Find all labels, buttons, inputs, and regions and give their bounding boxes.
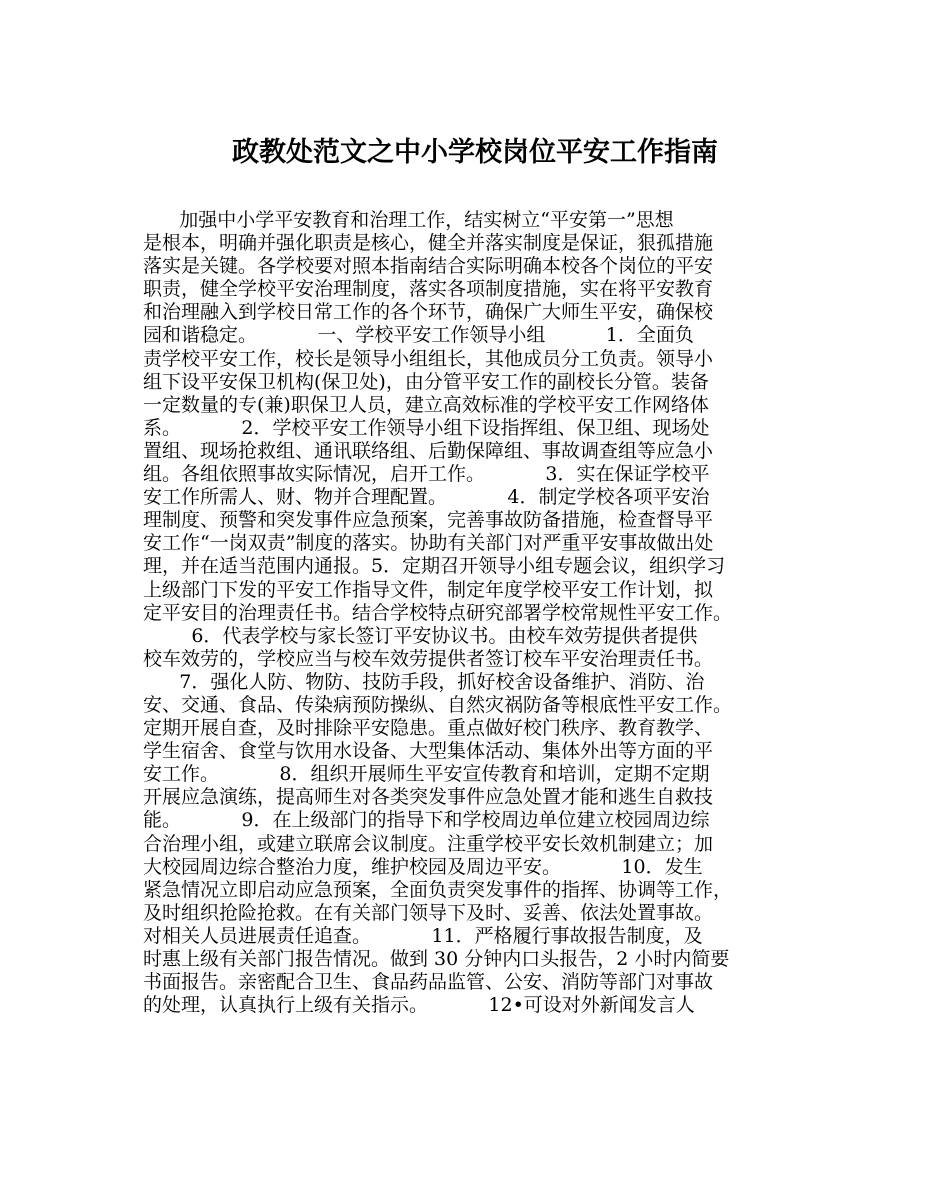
body-line: 开展应急演练，提高师生对各类突发事件应急处置才能和逃生自救技 [143, 786, 714, 809]
body-line: 6．代表学校与家长签订平安协议书。由校车效劳提供者提供 [143, 624, 698, 647]
body-line: 职责，健全学校平安治理制度，落实各项制度措施，实在将平安教育 [143, 278, 714, 301]
body-line: 的处理，认真执行上级有关指示。 12•可设对外新闻发言人 [143, 994, 695, 1017]
document-body [143, 209, 826, 1017]
body-line: 对相关人员进展责任追查。 11．严格履行事故报告制度，及 [143, 924, 703, 947]
body-line: 及时组织抢险抢救。在有关部门领导下及时、妥善、依法处置事故。 [143, 901, 714, 924]
body-line: 一定数量的专(兼)职保卫人员，建立高效标准的学校平安工作网络体 [143, 393, 709, 416]
body-line: 校车效劳的，学校应当与校车效劳提供者签订校车平安治理责任书。 [143, 647, 714, 670]
body-line: 是根本，明确并强化职责是核心，健全并落实制度是保证，狠孤措施 [143, 232, 714, 255]
body-line: 上级部门下发的平安工作指导文件，制定年度学校平安工作计划，拟 [143, 578, 714, 601]
body-line: 7．强化人防、物防、技防手段，抓好校舍设备维护、消防、治 [143, 670, 705, 693]
body-line: 落实是关键。各学校要对照本指南结合实际明确本校各个岗位的平安 [143, 255, 714, 278]
body-line: 大校园周边综合整治力度，维护校园及周边平安。 10．发生 [143, 855, 703, 878]
body-line: 定期开展自查，及时排除平安隐患。重点做好校门秩序、教育教学、 [143, 717, 714, 740]
body-line: 安工作所需人、财、物并合理配置。 4．制定学校各项平安治 [143, 486, 710, 509]
body-line: 组。各组依照事故实际情况，启开工作。 3．实在保证学校平 [143, 463, 710, 486]
body-line: 系。 2．学校平安工作领导小组下设指挥组、保卫组、现场处 [143, 416, 710, 439]
body-line: 时惠上级有关部门报告情况。做到 30 分钟内口头报告，2 小时内简要 [143, 948, 730, 970]
body-line: 能。 9．在上级部门的指导下和学校周边单位建立校园周边综 [143, 809, 710, 832]
body-line: 理，并在适当范围内通报。5．定期召开领导小组专题会议，组织学习 [143, 555, 726, 578]
body-line: 理制度、预警和突发事件应急预案，完善事故防备措施，检查督导平 [143, 509, 714, 532]
body-line: 紧急情况立即启动应急预案，全面负责突发事件的指挥、协调等工作， [143, 878, 733, 901]
body-line: 书面报告。亲密配合卫生、食品药品监管、公安、消防等部门对事故 [143, 971, 714, 994]
body-line: 安工作。 8．组织开展师生平安宣传教育和培训，定期不定期 [143, 763, 710, 786]
body-line: 责学校平安工作，校长是领导小组组长，其他成员分工负责。领导小 [143, 347, 714, 370]
body-line: 加强中小学平安教育和治理工作，结实树立“平安第一”思想 [143, 209, 674, 231]
body-line: 园和谐稳定。 一、学校平安工作领导小组 1．全面负 [143, 324, 694, 347]
body-line: 合治理小组，或建立联席会议制度。注重学校平安长效机制建立；加 [143, 832, 714, 855]
body-line: 安工作“一岗双责”制度的落实。协助有关部门对严重平安事故做出处 [143, 532, 714, 555]
body-line: 定平安目的治理责任书。结合学校特点研究部署学校常规性平安工作。 [143, 601, 733, 624]
body-line: 置组、现场抢救组、通讯联络组、后勤保障组、事故调查组等应急小 [143, 439, 714, 462]
body-line: 学生宿舍、食堂与饮用水设备、大型集体活动、集体外出等方面的平 [143, 740, 714, 763]
body-line: 安、交通、食品、传染病预防操纵、自然灾祸防备等根底性平安工作。 [143, 693, 733, 716]
body-line: 和治理融入到学校日常工作的各个环节，确保广大师生平安，确保校 [143, 301, 714, 324]
body-line: 组下设平安保卫机构(保卫处)，由分管平安工作的副校长分管。装备 [143, 370, 709, 393]
document-title: 政教处范文之中小学校岗位平安工作指南 [232, 137, 718, 168]
